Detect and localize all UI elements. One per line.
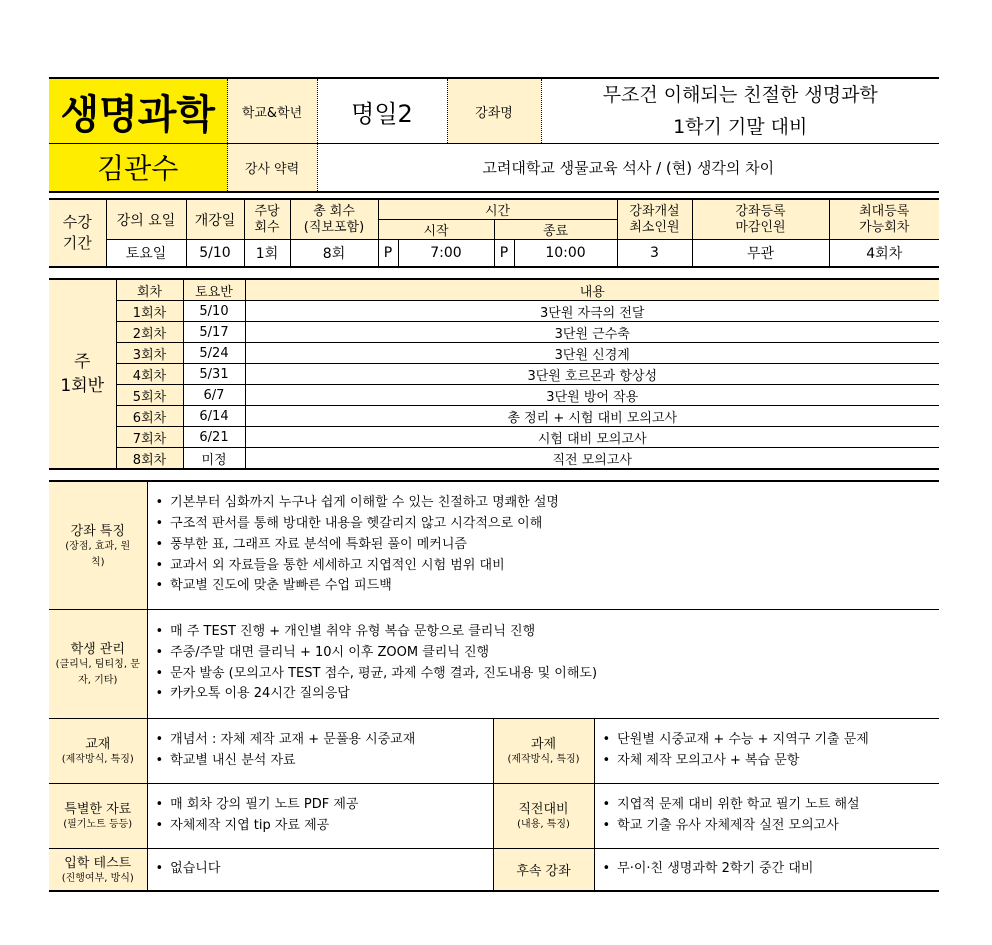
special-label-cell (49, 783, 147, 848)
special-row (49, 783, 939, 848)
entrance-label: 입학 테스트 (64, 855, 132, 871)
final-prep-sub: (내용, 특징) (517, 819, 570, 830)
features-label: 강좌 특징 (70, 523, 125, 539)
time-start-label: 시작 (378, 220, 494, 240)
final-prep-label: 직전대비 (518, 802, 569, 817)
session-content: 3단원 호르몬과 항상성 (245, 364, 939, 385)
col-session-header: 회차 (116, 279, 183, 301)
weekly-label (244, 199, 290, 240)
sessions-table (49, 278, 939, 470)
list-item: • 카카오톡 이용 24시간 질의응답 (156, 684, 940, 705)
course-title-line1: 무조건 이해되는 친절한 생명과학 (602, 84, 878, 106)
session-content: 3단원 신경계 (245, 343, 939, 364)
homework-label: 과제 (530, 737, 557, 752)
bio-value: 고려대학교 생물교육 석사 / (현) 생각의 차이 (317, 144, 939, 192)
total-value: 8회 (290, 240, 378, 267)
course-name-label: 강좌명 (447, 78, 541, 144)
time-end-label: 종료 (494, 220, 617, 240)
homework-content (594, 718, 939, 783)
textbook-label: 교재 (85, 737, 111, 752)
session-date: 미정 (183, 448, 245, 470)
list-item: • 단원별 시중교재 + 수능 + 지역구 기출 문제 (603, 730, 940, 751)
list-item: • 주중/주말 대면 클리닉 + 10시 이후 ZOOM 클리닉 진행 (156, 643, 940, 664)
max-session: 4회차 (829, 240, 939, 267)
time-label: 시간 (378, 199, 617, 220)
table-row (49, 301, 939, 322)
followup-label: 후속 강좌 (493, 848, 594, 891)
start-time: 7:00 (398, 240, 494, 267)
management-sub: (클리닉, 팀티칭, 문자, 기타) (55, 659, 140, 686)
list-item: • 학교 기출 유사 자체제작 실전 모의고사 (603, 816, 940, 837)
list-item: • 매 주 TEST 진행 + 개인별 취약 유형 복습 문항으로 클리닉 진행 (156, 622, 940, 643)
special-label: 특별한 자료 (64, 802, 132, 817)
school-value: 명일2 (317, 78, 447, 144)
teacher-name: 김관수 (49, 144, 227, 192)
session-content: 총 정리 + 시험 대비 모의고사 (245, 406, 939, 427)
period-label-2: 기간 (62, 233, 92, 252)
total-label (290, 199, 378, 240)
deadline-label-2: 마감인원 (735, 219, 786, 235)
deadline-label (692, 199, 829, 240)
session-content: 3단원 방어 작용 (245, 385, 939, 406)
group-label-2: 1회반 (60, 376, 105, 396)
schedule-table (49, 198, 939, 268)
textbook-row (49, 718, 939, 783)
list-item: • 교과서 외 자료들을 통한 세세하고 지엽적인 시험 범위 대비 (156, 556, 940, 577)
table-row (49, 448, 939, 470)
management-label-cell (49, 609, 147, 718)
textbook-content (147, 718, 493, 783)
list-item: • 지엽적 문제 대비 위한 학교 필기 노트 해설 (603, 795, 940, 816)
features-sub: (장점, 효과, 원칙) (65, 540, 131, 568)
table-row (49, 427, 939, 448)
session-date: 5/31 (183, 364, 245, 385)
bio-label: 강사 약력 (227, 144, 317, 192)
max-label-1: 최대등록 (859, 203, 910, 219)
session-number: 6회차 (116, 406, 183, 427)
followup-content (594, 848, 939, 891)
list-item: • 문자 발송 (모의고사 TEST 점수, 평균, 과제 수행 결과, 진도내용 및 이해도) (156, 664, 940, 685)
list-item: • 학교별 내신 분석 자료 (156, 751, 493, 772)
course-header (49, 77, 939, 193)
textbook-label-cell (49, 718, 147, 783)
session-number: 8회차 (116, 448, 183, 470)
special-sub: (필기노트 등등) (63, 819, 133, 830)
weekly-label-2: 회수 (254, 219, 280, 235)
max-label-2: 가능회차 (859, 219, 910, 235)
session-number: 7회차 (116, 427, 183, 448)
features-content (147, 481, 939, 609)
min-label-1: 강좌개설 (629, 203, 680, 219)
table-row (49, 322, 939, 343)
list-item: • 무·이·친 생명과학 2학기 중간 대비 (603, 859, 940, 880)
list-item: • 없습니다 (156, 859, 493, 880)
final-prep-label-cell (493, 783, 594, 848)
list-item: • 매 회차 강의 필기 노트 PDF 제공 (156, 795, 493, 816)
session-date: 5/10 (183, 301, 245, 322)
session-date: 6/21 (183, 427, 245, 448)
entrance-row (49, 848, 939, 891)
end-time: 10:00 (514, 240, 617, 267)
min-people: 3 (617, 240, 692, 267)
min-label-2: 최소인원 (629, 219, 680, 235)
start-date-label: 개강일 (186, 199, 244, 240)
list-item: • 기본부터 심화까지 누구나 쉽게 이해할 수 있는 친절하고 명쾌한 설명 (156, 493, 940, 514)
session-content: 3단원 자극의 전달 (245, 301, 939, 322)
session-content: 직전 모의고사 (245, 448, 939, 470)
session-date: 6/7 (183, 385, 245, 406)
day-value: 토요일 (106, 240, 186, 267)
session-content: 3단원 근수축 (245, 322, 939, 343)
table-row (49, 385, 939, 406)
details-table (49, 480, 939, 892)
features-row (49, 481, 939, 609)
weekly-label-1: 주당 (254, 203, 280, 219)
col-date-header: 토요반 (183, 279, 245, 301)
final-prep-content (594, 783, 939, 848)
total-label-1: 총 회수 (313, 203, 355, 219)
subject-title: 생명과학 (49, 78, 227, 144)
deadline-people: 무관 (692, 240, 829, 267)
period-label (49, 199, 106, 267)
session-number: 2회차 (116, 322, 183, 343)
session-date: 6/14 (183, 406, 245, 427)
max-label (829, 199, 939, 240)
table-row (49, 364, 939, 385)
total-label-2: (직보포함) (303, 219, 365, 235)
session-content: 시험 대비 모의고사 (245, 427, 939, 448)
list-item: • 자체제작 지엽 tip 자료 제공 (156, 816, 493, 837)
group-label-1: 주 (74, 352, 91, 372)
table-row (49, 406, 939, 427)
session-number: 3회차 (116, 343, 183, 364)
end-ampm: P (494, 240, 514, 267)
entrance-label-cell (49, 848, 147, 891)
session-number: 5회차 (116, 385, 183, 406)
special-content (147, 783, 493, 848)
session-date: 5/24 (183, 343, 245, 364)
list-item: • 풍부한 표, 그래프 자료 분석에 특화된 풀이 메커니즘 (156, 535, 940, 556)
course-title-line2: 1학기 기말 대비 (673, 116, 808, 138)
management-label: 학생 관리 (70, 642, 125, 657)
textbook-sub: (제작방식, 특징) (61, 754, 134, 765)
min-label (617, 199, 692, 240)
table-row (49, 343, 939, 364)
weekly-value: 1회 (244, 240, 290, 267)
list-item: • 학교별 진도에 맞춘 발빠른 수업 피드백 (156, 576, 940, 597)
homework-sub: (제작방식, 특징) (507, 754, 580, 765)
start-ampm: P (378, 240, 398, 267)
group-label (49, 279, 116, 469)
session-number: 4회차 (116, 364, 183, 385)
list-item: • 구조적 판서를 통해 방대한 내용을 헷갈리지 않고 시각적으로 이해 (156, 514, 940, 535)
entrance-sub: (진행여부, 방식) (61, 872, 134, 884)
homework-label-cell (493, 718, 594, 783)
list-item: • 개념서 : 자체 제작 교재 + 문풀용 시중교재 (156, 730, 493, 751)
features-label-cell (49, 481, 147, 609)
list-item: • 자체 제작 모의고사 + 복습 문항 (603, 751, 940, 772)
course-title (541, 78, 939, 144)
management-row (49, 609, 939, 718)
deadline-label-1: 강좌등록 (735, 203, 786, 219)
col-content-header: 내용 (245, 279, 939, 301)
day-label: 강의 요일 (106, 199, 186, 240)
period-label-1: 수강 (62, 212, 92, 231)
management-content (147, 609, 939, 718)
session-number: 1회차 (116, 301, 183, 322)
entrance-content (147, 848, 493, 891)
session-date: 5/17 (183, 322, 245, 343)
start-date-value: 5/10 (186, 240, 244, 267)
school-label: 학교&학년 (227, 78, 317, 144)
